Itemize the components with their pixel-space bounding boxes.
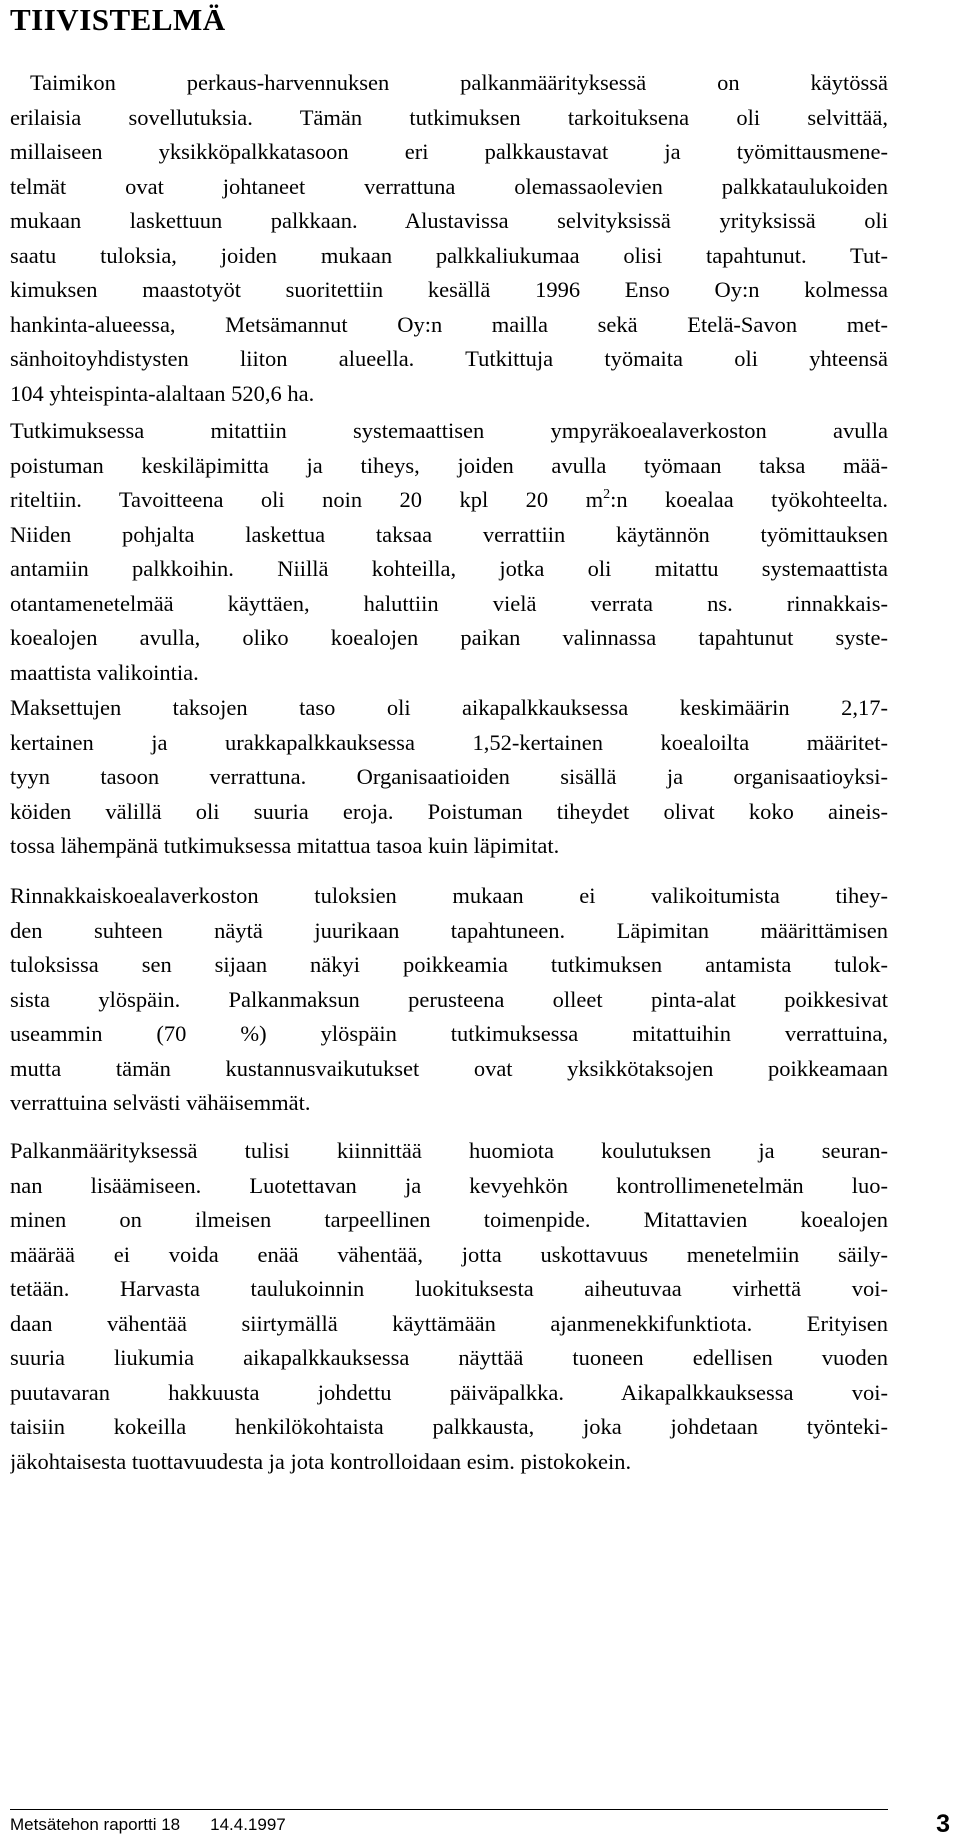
text-line: minen on ilmeisen tarpeellinen toimenpide. Mitattavien koealojen: [10, 1207, 888, 1232]
footer-divider: [10, 1809, 888, 1810]
page-title: TIIVISTELMÄ: [10, 2, 226, 37]
text-line: Taimikon perkaus-harvennuksen palkanmäärityksessä on käytössä: [30, 70, 888, 95]
text-fragment: riteltiin. Tavoitteena oli noin 20 kpl 20 m: [10, 487, 604, 512]
text-line: suuria liukumia aikapalkkauksessa näyttää tuoneen edellisen vuoden: [10, 1345, 888, 1370]
text-line: poistuman keskiläpimitta ja tiheys, joiden avulla työmaan taksa mää-: [10, 452, 888, 478]
text-line: den suhteen näytä juurikaan tapahtuneen. Läpimitan määrittämisen: [10, 917, 888, 943]
text-line: verrattuina selvästi vähäisemmät.: [10, 1090, 311, 1115]
text-line: otantamenetelmää käyttäen, haluttiin vielä verrata ns. rinnakkais-: [10, 590, 888, 616]
paragraph-2: [10, 414, 888, 690]
paragraph-4: [10, 879, 888, 1121]
paragraph-3: [10, 691, 888, 864]
text-line: jäkohtaisesta tuottavuudesta ja jota kontrolloidaan esim. pistokokein.: [10, 1448, 632, 1474]
text-line: Rinnakkaiskoealaverkoston tuloksien mukaan ei valikoitumista tihey-: [10, 883, 888, 908]
text-line: daan vähentää siirtymällä käyttämään ajanmenekkifunktiota. Erityisen: [10, 1310, 888, 1336]
text-line: kertainen ja urakkapalkkauksessa 1,52-kertainen koealoilta määritet-: [10, 729, 888, 755]
text-line: Palkanmäärityksessä tulisi kiinnittää huomiota koulutuksen ja seuran-: [10, 1138, 888, 1163]
text-line: sista ylöspäin. Palkanmaksun perusteena olleet pinta-alat poikkesivat: [10, 986, 888, 1012]
text-line: saatu tuloksia, joiden mukaan palkkaliukumaa olisi tapahtunut. Tut-: [10, 242, 888, 268]
text-line: taisiin kokeilla henkilökohtaista palkkausta, joka johdetaan työnteki-: [10, 1414, 888, 1439]
text-line: mukaan laskettuun palkkaan. Alustavissa selvityksissä yrityksissä oli: [10, 208, 888, 233]
footer-publication: Metsätehon raportti 18: [10, 1815, 181, 1834]
text-line: millaiseen yksikköpalkkatasoon eri palkkaustavat ja työmittausmene-: [10, 139, 888, 164]
text-line: maattista valikointia.: [10, 659, 199, 685]
footer-info: [10, 1815, 286, 1835]
text-line: tuloksissa sen sijaan näkyi poikkeamia tutkimuksen antamista tulok-: [10, 952, 888, 977]
paragraph-1: [10, 66, 888, 411]
text-line: erilaisia sovellutuksia. Tämän tutkimuksen tarkoituksena oli selvittää,: [10, 104, 888, 130]
text-line: Maksettujen taksojen taso oli aikapalkkauksessa keskimäärin 2,17-: [10, 695, 888, 720]
text-line: [10, 483, 888, 518]
text-line: tossa lähempänä tutkimuksessa mitattua tasoa kuin läpimitat.: [10, 833, 560, 858]
page-number: 3: [936, 1810, 950, 1838]
text-line: tyyn tasoon verrattuna. Organisaatioiden sisällä ja organisaatioyksi-: [10, 764, 888, 789]
text-line: antamiin palkkoihin. Niillä kohteilla, jotka oli mitattu systemaattista: [10, 556, 888, 581]
text-line: köiden välillä oli suuria eroja. Poistuman tiheydet olivat koko aineis-: [10, 798, 888, 824]
text-line: sänhoitoyhdistysten liiton alueella. Tutkittuja työmaita oli yhteensä: [10, 346, 888, 371]
text-line: nan lisäämiseen. Luotettavan ja kevyehkön kontrollimenetelmän luo-: [10, 1172, 888, 1198]
text-line: kimuksen maastotyöt suoritettiin kesällä 1996 Enso Oy:n kolmessa: [10, 277, 888, 302]
text-line: koealojen avulla, oliko koealojen paikan valinnassa tapahtunut syste-: [10, 625, 888, 650]
superscript: 2: [603, 487, 611, 502]
paragraph-5: [10, 1134, 888, 1479]
text-line: telmät ovat johtaneet verrattuna olemassaolevien palkkataulukoiden: [10, 173, 888, 199]
text-fragment: :n koealaa työkohteelta.: [610, 487, 888, 512]
text-line: Tutkimuksessa mitattiin systemaattisen ympyräkoealaverkoston avulla: [10, 418, 888, 443]
text-line: hankinta-alueessa, Metsämannut Oy:n mailla sekä Etelä-Savon met-: [10, 311, 888, 337]
text-line: tetään. Harvasta taulukoinnin luokituksesta aiheutuvaa virhettä voi-: [10, 1276, 888, 1301]
text-line: puutavaran hakkuusta johdettu päiväpalkka. Aikapalkkauksessa voi-: [10, 1379, 888, 1405]
text-line: mutta tämän kustannusvaikutukset ovat yksikkötaksojen poikkeamaan: [10, 1055, 888, 1081]
text-line: 104 yhteispinta-alaltaan 520,6 ha.: [10, 380, 315, 406]
text-line: määrää ei voida enää vähentää, jotta uskottavuus menetelmiin säily-: [10, 1241, 888, 1267]
footer-date: 14.4.1997: [210, 1815, 286, 1834]
text-line: Niiden pohjalta laskettua taksaa verrattiin käytännön työmittauksen: [10, 521, 888, 547]
text-line: useammin (70 %) ylöspäin tutkimuksessa mitattuihin verrattuina,: [10, 1021, 888, 1046]
